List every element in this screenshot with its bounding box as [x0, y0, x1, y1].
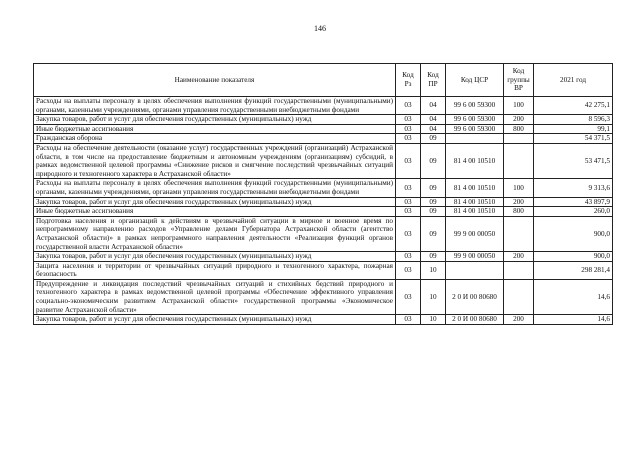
table-cell-vr: 800 [504, 207, 534, 217]
table-cell-csr: 99 6 00 59300 [446, 124, 504, 134]
table-cell-pr: 09 [421, 207, 446, 217]
table-row [34, 252, 613, 262]
table-cell-csr: 2 0 И 00 80680 [446, 315, 504, 325]
table-row [34, 197, 613, 207]
table-cell-pr: 10 [421, 279, 446, 314]
table-cell-rz: 03 [396, 207, 421, 217]
header-year: 2021 год [534, 64, 613, 97]
table-cell-amount: 53 471,5 [534, 143, 613, 178]
table-cell-name: Иные бюджетные ассигнования [34, 207, 396, 217]
table-body [34, 97, 613, 325]
table-row [34, 179, 613, 197]
page-number: 146 [314, 24, 326, 33]
table-cell-rz: 03 [396, 97, 421, 115]
table-cell-amount: 298 281,4 [534, 261, 613, 279]
table-cell-vr [504, 216, 534, 251]
table-cell-pr: 09 [421, 197, 446, 207]
table-cell-pr: 09 [421, 252, 446, 262]
header-name: Наименование показателя [34, 64, 396, 97]
budget-table [33, 63, 613, 325]
header-csr: Код ЦСР [446, 64, 504, 97]
table-cell-pr: 10 [421, 261, 446, 279]
table-cell-amount: 54 371,5 [534, 134, 613, 144]
table-cell-name: Закупка товаров, работ и услуг для обеспечения государственных (муниципальных) нужд [34, 315, 396, 325]
table-cell-rz: 03 [396, 143, 421, 178]
table-cell-rz: 03 [396, 315, 421, 325]
table-row [34, 261, 613, 279]
header-rz: Код Рз [396, 64, 421, 97]
table-cell-csr: 2 0 И 00 80680 [446, 279, 504, 314]
table-cell-pr: 09 [421, 179, 446, 197]
table-cell-rz: 03 [396, 197, 421, 207]
table-cell-csr: 81 4 00 10510 [446, 197, 504, 207]
table-cell-vr: 200 [504, 252, 534, 262]
table-cell-rz: 03 [396, 279, 421, 314]
table-cell-csr [446, 134, 504, 144]
table-cell-vr [504, 261, 534, 279]
table-cell-name: Закупка товаров, работ и услуг для обеспечения государственных (муниципальных) нужд [34, 197, 396, 207]
table-cell-csr: 99 9 00 00050 [446, 252, 504, 262]
table-cell-csr: 81 4 00 10510 [446, 207, 504, 217]
table-row [34, 134, 613, 144]
table-cell-name: Подготовка населения и организаций к действиям в чрезвычайной ситуации в мирное и военное время по непрограммному направлению расходов «Управление делами Губернатора Астраханской области (агентство Астраханской области)» в рамках непрограммного направления деятельности «Реализация функций органов государственной власти Астраханской области» [34, 216, 396, 251]
table-cell-rz: 03 [396, 261, 421, 279]
table-cell-csr: 99 6 00 59300 [446, 115, 504, 125]
table-row [34, 124, 613, 134]
table-cell-name: Закупка товаров, работ и услуг для обеспечения государственных (муниципальных) нужд [34, 115, 396, 125]
table-cell-amount: 14,6 [534, 279, 613, 314]
table-cell-pr: 04 [421, 115, 446, 125]
table-header-row [34, 64, 613, 97]
table-cell-csr: 81 4 00 10510 [446, 179, 504, 197]
table-cell-vr [504, 279, 534, 314]
table-cell-amount: 14,6 [534, 315, 613, 325]
header-pr: Код ПР [421, 64, 446, 97]
table-cell-vr: 200 [504, 197, 534, 207]
table-row [34, 315, 613, 325]
table-cell-rz: 03 [396, 115, 421, 125]
table-cell-csr: 99 6 00 59300 [446, 97, 504, 115]
table-cell-name: Иные бюджетные ассигнования [34, 124, 396, 134]
table-cell-rz: 03 [396, 124, 421, 134]
table-cell-amount: 900,0 [534, 252, 613, 262]
table-cell-name: Защита населения и территории от чрезвычайных ситуаций природного и техногенного характера, пожарная безопасность [34, 261, 396, 279]
table-cell-name: Гражданская оборона [34, 134, 396, 144]
table-cell-name: Предупреждение и ликвидация последствий чрезвычайных ситуаций и стихийных бедствий природного и техногенного характера в рамках ведомственной целевой программы «Обеспечение эффективного управления социально-экономическим развитием Астраханской области» государственной программы «Экономическое развитие Астраханской области» [34, 279, 396, 314]
table-cell-csr: 99 9 00 00050 [446, 216, 504, 251]
table-row [34, 216, 613, 251]
table-cell-amount: 99,1 [534, 124, 613, 134]
table-row [34, 115, 613, 125]
table-row [34, 279, 613, 314]
table-cell-rz: 03 [396, 179, 421, 197]
table-cell-rz: 03 [396, 252, 421, 262]
table-cell-amount: 9 313,6 [534, 179, 613, 197]
table-cell-pr: 09 [421, 143, 446, 178]
table-row [34, 207, 613, 217]
table-cell-vr: 100 [504, 179, 534, 197]
table-cell-amount: 43 897,9 [534, 197, 613, 207]
table-cell-csr: 81 4 00 10510 [446, 143, 504, 178]
table-cell-pr: 09 [421, 216, 446, 251]
table-cell-vr [504, 134, 534, 144]
table-cell-name: Закупка товаров, работ и услуг для обеспечения государственных (муниципальных) нужд [34, 252, 396, 262]
table-cell-pr: 10 [421, 315, 446, 325]
table-cell-amount: 8 596,3 [534, 115, 613, 125]
table-cell-pr: 04 [421, 97, 446, 115]
table-cell-pr: 09 [421, 134, 446, 144]
table-cell-pr: 04 [421, 124, 446, 134]
table-cell-rz: 03 [396, 216, 421, 251]
table-cell-amount: 900,0 [534, 216, 613, 251]
table-cell-name: Расходы на выплаты персоналу в целях обеспечения выполнения функций государственными (муниципальными) органами, казенными учреждениями, органами управления государственными внебюджетными фондами [34, 179, 396, 197]
table-cell-vr: 200 [504, 315, 534, 325]
table-row [34, 97, 613, 115]
table-cell-vr: 800 [504, 124, 534, 134]
table-cell-vr: 200 [504, 115, 534, 125]
table-cell-vr [504, 143, 534, 178]
table-row [34, 143, 613, 178]
header-vr: Код группы ВР [504, 64, 534, 97]
table-cell-amount: 260,0 [534, 207, 613, 217]
table-cell-csr [446, 261, 504, 279]
table-cell-name: Расходы на обеспечение деятельности (оказание услуг) государственных учреждений (организаций) Астраханской области, в том числе на предоставление бюджетным и автономным учреждениям (организациям) субсидий, в рамках ведомственной целевой программы «Снижение рисков и смягчение последствий чрезвычайных ситуаций природного и техногенного характера в Астраханской области» [34, 143, 396, 178]
table-cell-name: Расходы на выплаты персоналу в целях обеспечения выполнения функций государственными (муниципальными) органами, казенными учреждениями, органами управления государственными внебюджетными фондами [34, 97, 396, 115]
table-cell-amount: 42 275,1 [534, 97, 613, 115]
table-cell-vr: 100 [504, 97, 534, 115]
table-cell-rz: 03 [396, 134, 421, 144]
